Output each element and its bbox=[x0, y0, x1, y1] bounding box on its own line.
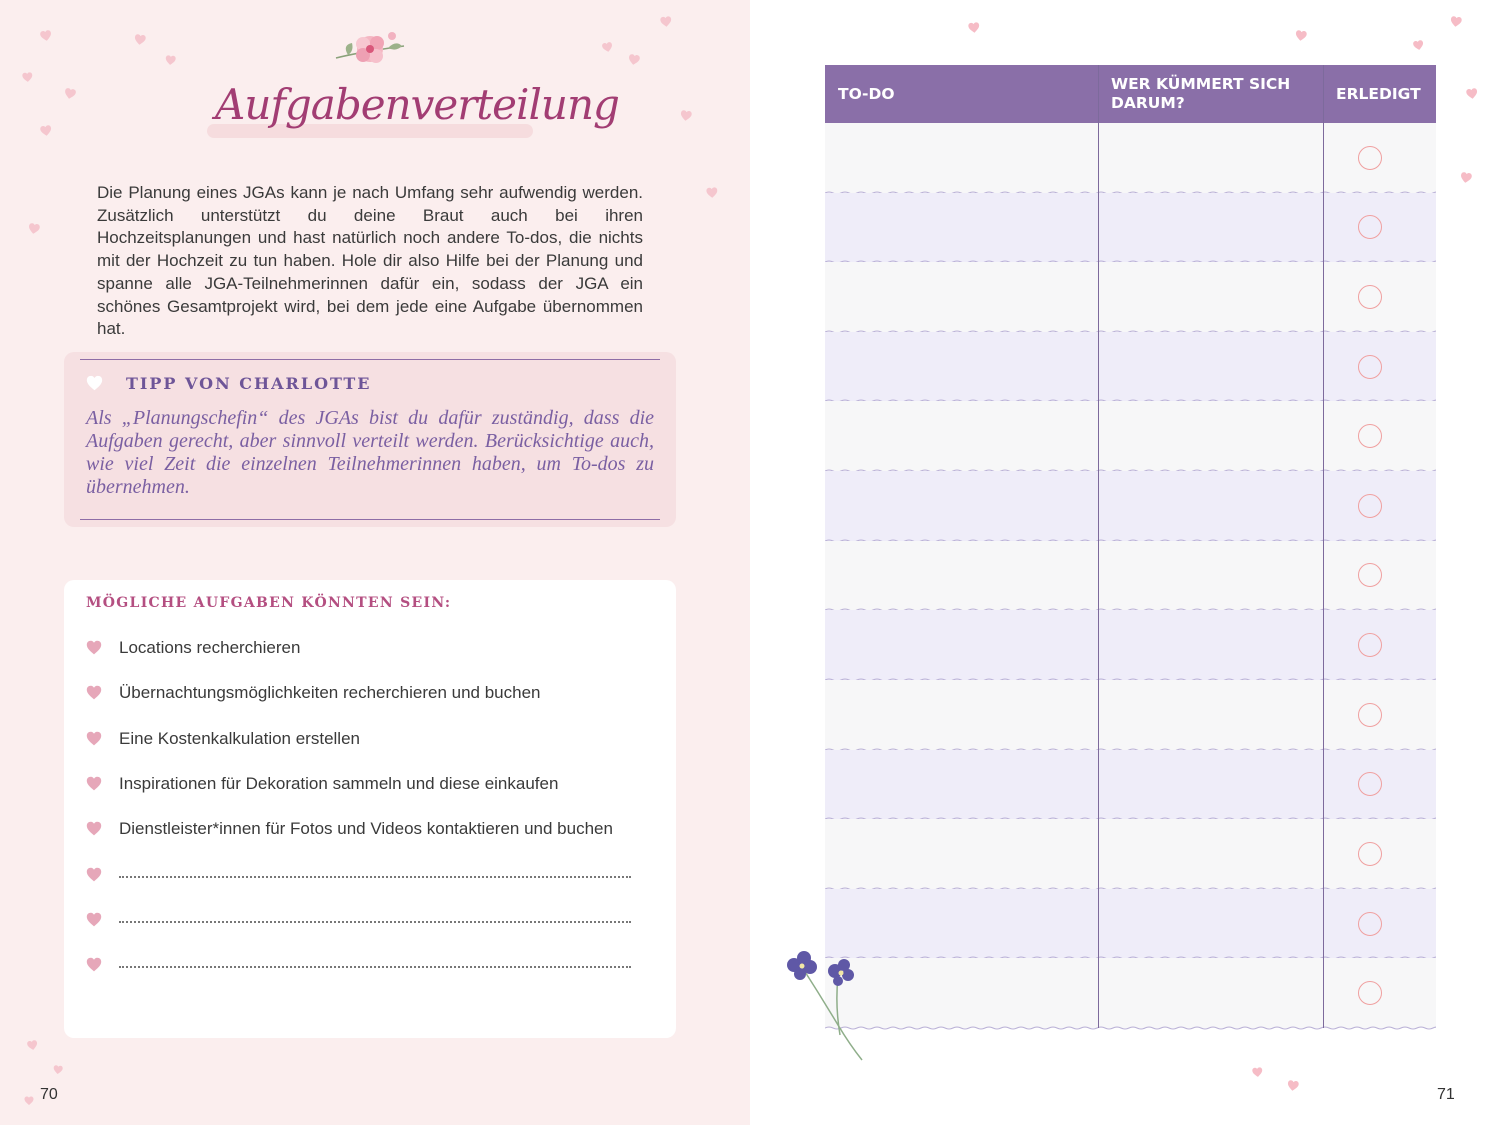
heart-icon bbox=[967, 21, 980, 34]
done-checkbox[interactable] bbox=[1358, 215, 1382, 239]
heart-bullet-icon bbox=[86, 776, 102, 792]
heart-icon bbox=[601, 41, 614, 54]
table-row[interactable] bbox=[825, 889, 1436, 959]
done-checkbox[interactable] bbox=[1358, 355, 1382, 379]
heart-bullet-icon bbox=[86, 912, 102, 928]
table-row[interactable] bbox=[825, 471, 1436, 541]
table-row[interactable] bbox=[825, 610, 1436, 680]
heart-icon bbox=[24, 1096, 34, 1106]
list-item-text: Übernachtungsmöglichkeiten recherchieren und buchen bbox=[119, 683, 541, 703]
heart-icon bbox=[659, 15, 672, 28]
heart-bullet-icon bbox=[86, 685, 102, 701]
done-checkbox[interactable] bbox=[1358, 842, 1382, 866]
heart-icon bbox=[627, 53, 641, 67]
heart-icon bbox=[27, 222, 41, 236]
heart-icon bbox=[1465, 87, 1479, 101]
done-checkbox[interactable] bbox=[1358, 494, 1382, 518]
heart-icon bbox=[86, 375, 103, 392]
heart-icon bbox=[53, 1065, 64, 1076]
table-row[interactable] bbox=[825, 680, 1436, 750]
list-item-text: Eine Kostenkalkulation erstellen bbox=[119, 728, 360, 748]
list-item bbox=[86, 771, 646, 797]
heart-icon bbox=[1449, 15, 1463, 29]
header-responsible: WER KÜMMERT SICH DARUM? bbox=[1111, 75, 1291, 112]
heart-bullet-icon bbox=[86, 821, 102, 837]
list-item-text: Inspirationen für Dekoration sammeln und diese einkaufen bbox=[119, 773, 559, 793]
dotted-write-line[interactable] bbox=[119, 876, 631, 878]
heart-icon bbox=[706, 187, 719, 200]
list-item bbox=[86, 635, 646, 661]
table-row[interactable] bbox=[825, 958, 1436, 1028]
table-row[interactable] bbox=[825, 541, 1436, 611]
row-wavy-divider bbox=[825, 1025, 1436, 1031]
heart-icon bbox=[1412, 39, 1425, 52]
blank-list-item[interactable] bbox=[86, 952, 646, 978]
heart-bullet-icon bbox=[86, 640, 102, 656]
heart-bullet-icon bbox=[86, 957, 102, 973]
tip-box bbox=[64, 352, 676, 527]
heart-icon bbox=[39, 124, 53, 138]
done-checkbox[interactable] bbox=[1358, 563, 1382, 587]
table-row[interactable] bbox=[825, 332, 1436, 402]
page-number-right: 71 bbox=[1437, 1086, 1455, 1103]
heart-icon bbox=[26, 1039, 39, 1052]
list-item-text: Locations recherchieren bbox=[119, 638, 301, 657]
page-number-left: 70 bbox=[40, 1086, 58, 1103]
done-checkbox[interactable] bbox=[1358, 912, 1382, 936]
heart-bullet-icon bbox=[86, 731, 102, 747]
list-item bbox=[86, 816, 646, 842]
header-todo: TO-DO bbox=[838, 84, 895, 103]
heart-icon bbox=[679, 109, 693, 123]
dotted-write-line[interactable] bbox=[119, 921, 631, 923]
list-item bbox=[86, 680, 646, 706]
heart-icon bbox=[1459, 171, 1473, 185]
heart-icon bbox=[133, 33, 147, 47]
heart-icon bbox=[39, 29, 53, 43]
table-body bbox=[825, 123, 1436, 1028]
page-title: Aufgabenverteilung bbox=[215, 80, 619, 129]
tip-bottom-rule bbox=[80, 519, 660, 520]
table-row[interactable] bbox=[825, 401, 1436, 471]
heart-icon bbox=[22, 72, 34, 84]
violet-flower-illustration bbox=[780, 945, 870, 1065]
tasks-card bbox=[64, 580, 676, 1038]
todo-table bbox=[825, 65, 1436, 1028]
blank-list-item[interactable] bbox=[86, 862, 646, 888]
table-row[interactable] bbox=[825, 123, 1436, 193]
heart-icon bbox=[63, 87, 77, 101]
list-item-text: Dienstleister*innen für Fotos und Videos kontaktieren und buchen bbox=[119, 819, 613, 839]
tasks-heading: MÖGLICHE AUFGABEN KÖNNTEN SEIN: bbox=[86, 595, 452, 611]
table-row[interactable] bbox=[825, 193, 1436, 263]
tip-top-rule bbox=[80, 359, 660, 360]
done-checkbox[interactable] bbox=[1358, 285, 1382, 309]
blank-list-item[interactable] bbox=[86, 907, 646, 933]
column-divider bbox=[1098, 65, 1099, 1028]
dotted-write-line[interactable] bbox=[119, 966, 631, 968]
heart-icon bbox=[1286, 1079, 1300, 1093]
heart-bullet-icon bbox=[86, 867, 102, 883]
table-row[interactable] bbox=[825, 262, 1436, 332]
done-checkbox[interactable] bbox=[1358, 772, 1382, 796]
tip-text: Als „Planungschefin“ des JGAs bist du dafür zuständig, dass die Aufgaben gerecht, aber sinnvoll verteilt werden. Berücksichtige auch, wie viel Zeit die einzelnen Teilnehmerinnen haben, um To-dos zu übernehmen. bbox=[86, 407, 654, 498]
table-header-row bbox=[825, 65, 1436, 123]
done-checkbox[interactable] bbox=[1358, 633, 1382, 657]
done-checkbox[interactable] bbox=[1358, 981, 1382, 1005]
done-checkbox[interactable] bbox=[1358, 146, 1382, 170]
flower-illustration bbox=[330, 22, 410, 74]
done-checkbox[interactable] bbox=[1358, 703, 1382, 727]
done-checkbox[interactable] bbox=[1358, 424, 1382, 448]
intro-paragraph: Die Planung eines JGAs kann je nach Umfang sehr aufwendig werden. Zusätzlich unterstützt du deine Braut auch bei ihren Hochzeitsplanungen und hast natürlich noch andere To-dos, die nichts mit der Hochzeit zu tun haben. Hole dir also Hilfe bei der Planung und spanne alle JGA-Teilnehmerinnen dafür ein, sodass der JGA ein schönes Gesamtprojekt wird, bei dem jede eine Aufgabe übernommen hat. bbox=[97, 183, 643, 339]
column-divider bbox=[1323, 65, 1324, 1028]
tip-title: TIPP VON CHARLOTTE bbox=[126, 374, 372, 393]
heart-icon bbox=[1294, 29, 1308, 43]
list-item bbox=[86, 726, 646, 752]
heart-icon bbox=[1251, 1066, 1263, 1078]
table-row[interactable] bbox=[825, 819, 1436, 889]
header-done: ERLEDIGT bbox=[1336, 84, 1421, 103]
heart-icon bbox=[164, 54, 176, 66]
table-row[interactable] bbox=[825, 750, 1436, 820]
